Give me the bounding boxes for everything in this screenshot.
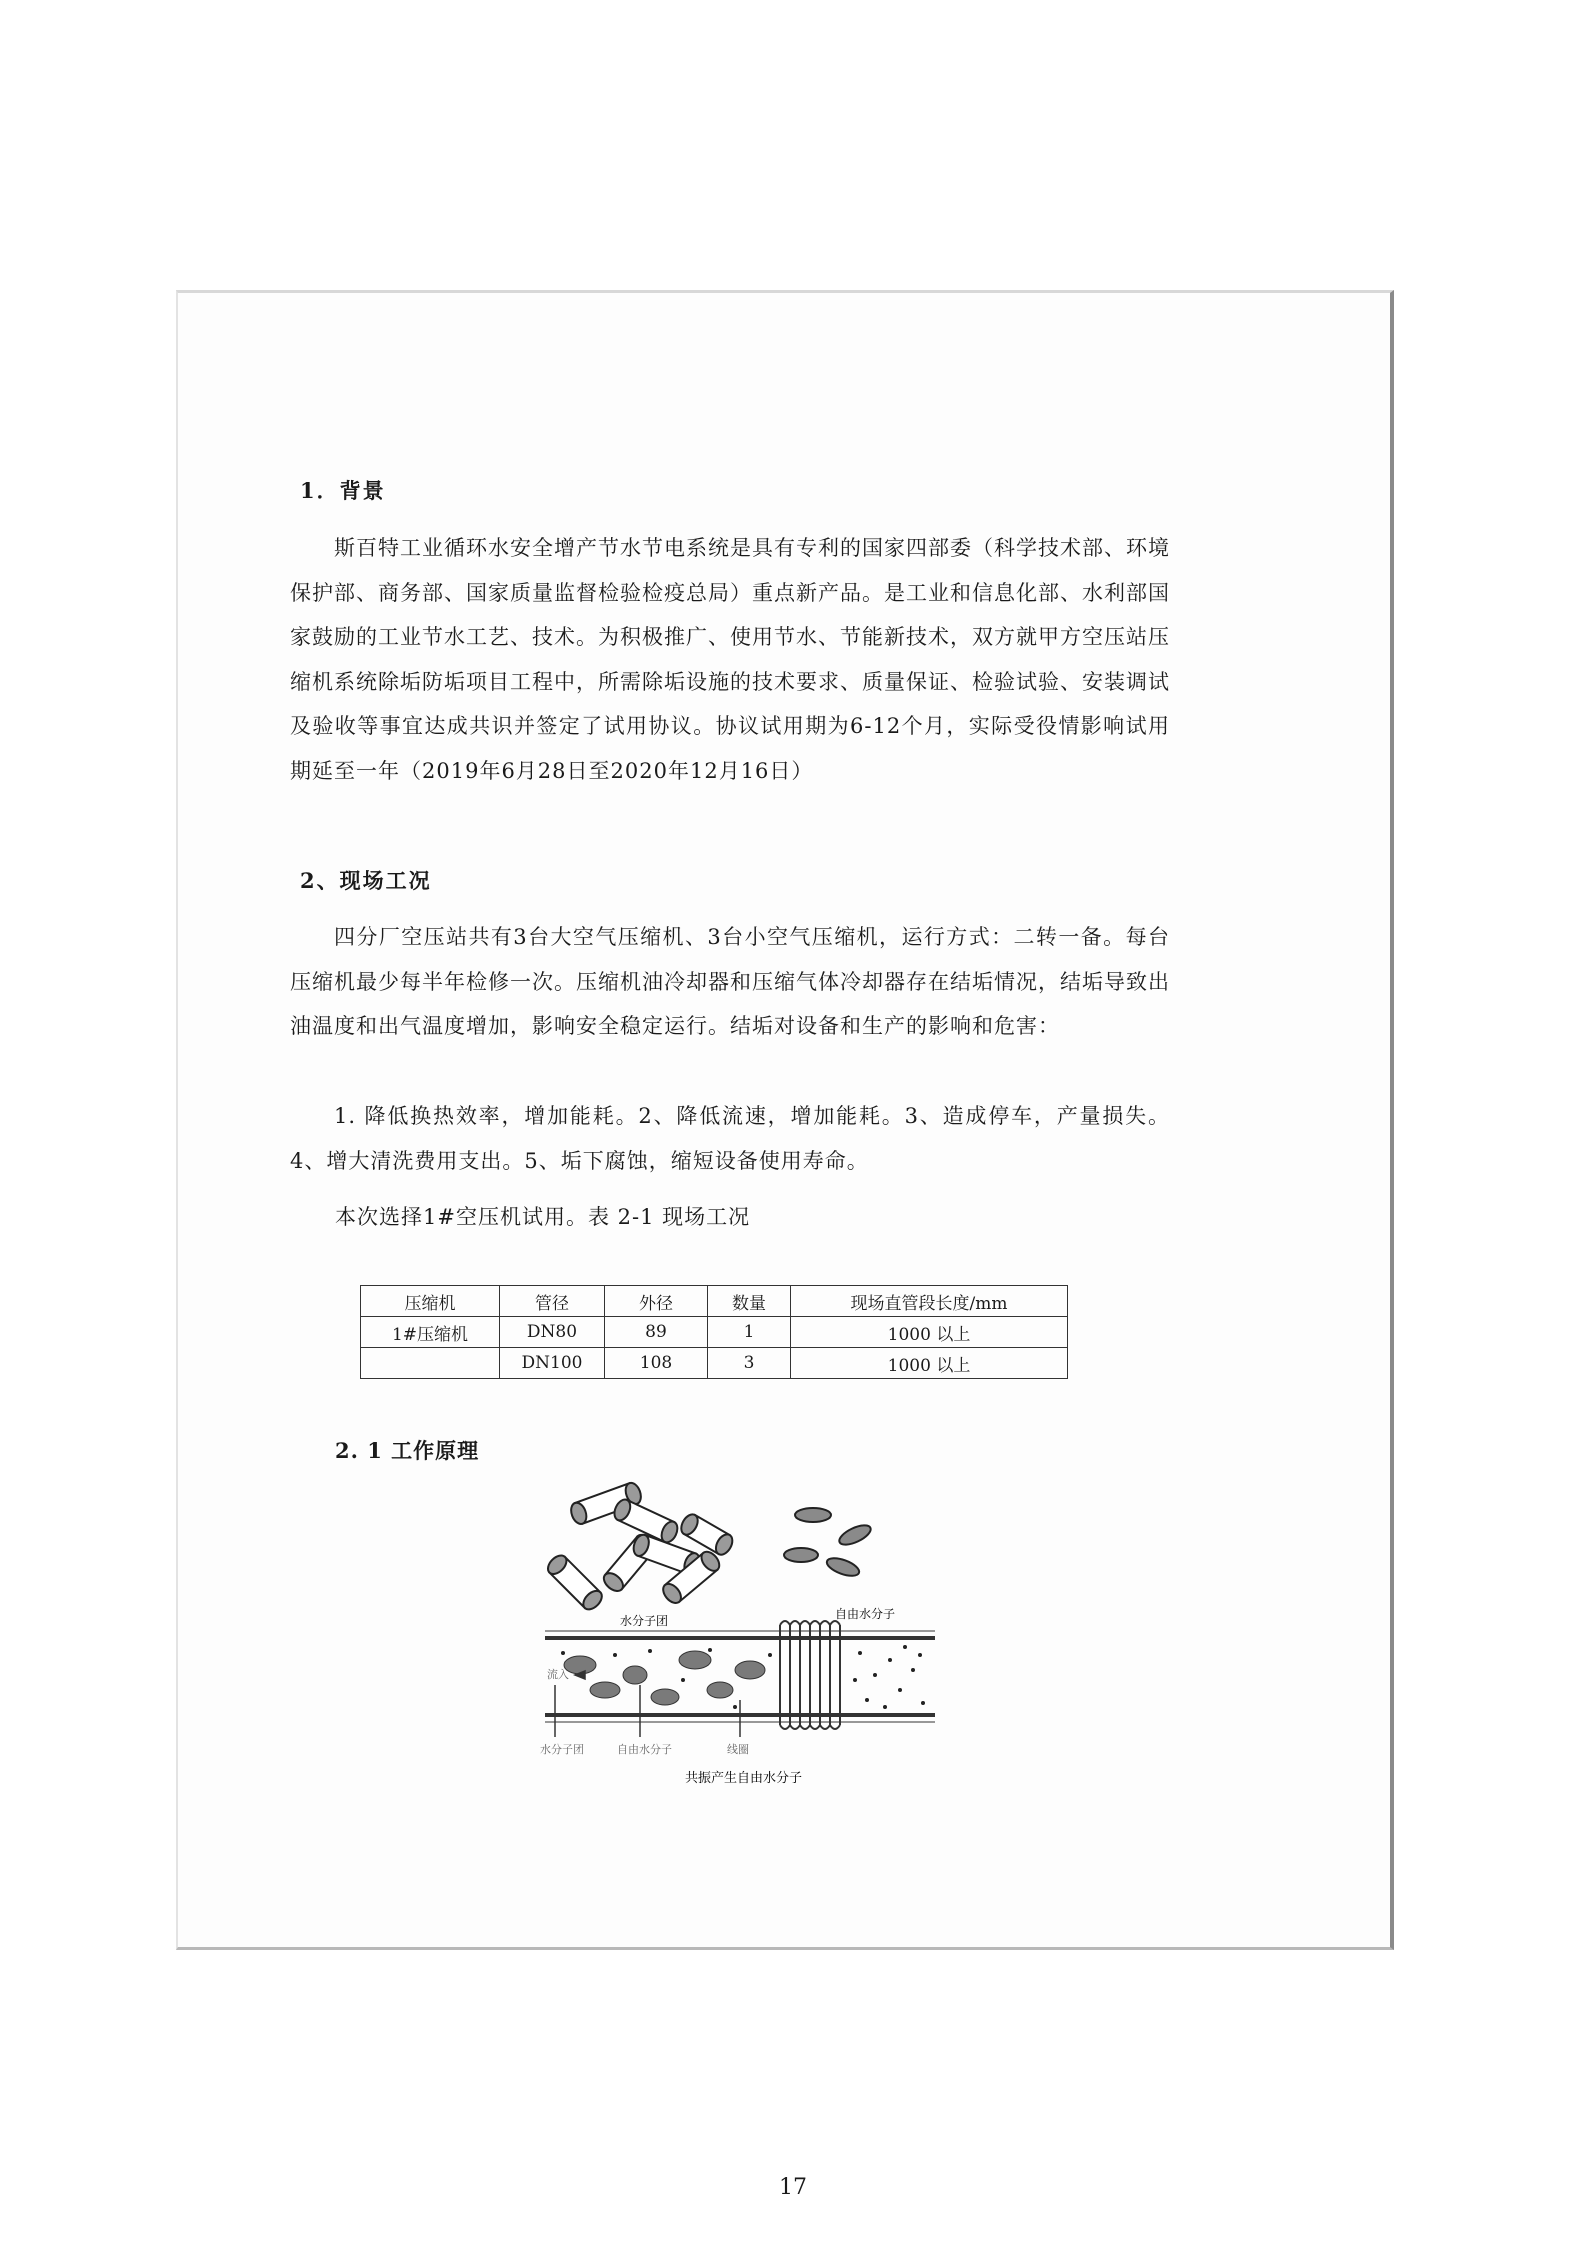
free-water-molecules [784,1508,873,1579]
table-cell: 108 [605,1348,708,1379]
table-caption: 本次选择1#空压机试用。表 2-1 现场工况 [335,1205,751,1229]
section-2-paragraph-2: 1. 降低换热效率，增加能耗。2、降低流速，增加能耗。3、造成停车，产量损失。4、增大清洗费用支出。5、垢下腐蚀，缩短设备使用寿命。 [290,1104,1170,1173]
label-free-water: 自由水分子 [835,1607,896,1621]
section-2-paragraph-1: 四分厂空压站共有3台大空气压缩机、3台小空气压缩机，运行方式：二转一备。每台压缩机最少每半年检修一次。压缩机油冷却器和压缩气体冷却器存在结垢情况，结垢导致出油温度和出气温度增加，影响安全稳定运行。结垢对设备和生产的影响和危害： [290,925,1170,1038]
table-cell: DN100 [500,1348,605,1379]
pipe-particles [564,1651,765,1705]
table-cell: 1000 以上 [791,1317,1068,1348]
diagram-caption: 共振产生自由水分子 [685,1771,803,1786]
table-cell: 89 [605,1317,708,1348]
table-header-row [361,1286,1068,1317]
coil-illustration [780,1621,840,1729]
page-number: 17 [779,2175,807,2200]
table-cell: DN80 [500,1317,605,1348]
water-cluster-illustration [544,1481,735,1613]
table-cell: 1#压缩机 [361,1317,500,1348]
table-row [361,1348,1068,1379]
section-1-heading: 1．背景 [300,478,386,503]
label-water-cluster: 水分子团 [620,1614,669,1628]
section-2-heading: 2、现场工况 [300,868,432,893]
table-header-cell: 现场直管段长度/mm [791,1286,1068,1317]
site-conditions-table [360,1285,1068,1379]
table-header-cell: 压缩机 [361,1286,500,1317]
label-bottom-left: 水分子团 [540,1743,584,1756]
label-left-flow: 流入 [547,1668,569,1681]
table-cell: 1000 以上 [791,1348,1068,1379]
section-1-paragraph: 斯百特工业循环水安全增产节水节电系统是具有专利的国家四部委（科学技术部、环境保护部、商务部、国家质量监督检验检疫总局）重点新产品。是工业和信息化部、水利部国家鼓励的工业节水工艺、技术。为积极推广、使用节水、节能新技术，双方就甲方空压站压缩机系统除垢防垢项目工程中，所需除垢设施的技术要求、质量保证、检验试验、安装调试及验收等事宜达成共识并签定了试用协议。协议试用期为6-12个月，实际受役情影响试用期延至一年（2019年6月28日至2020年12月16日） [290,536,1170,783]
working-principle-diagram [540,1475,935,1795]
section-2-1-heading: 2. 1 工作原理 [335,1438,480,1463]
label-bottom-coil: 线圈 [727,1743,749,1756]
label-bottom-mid: 自由水分子 [617,1743,672,1756]
table-cell: 1 [708,1317,791,1348]
table-cell: 3 [708,1348,791,1379]
table-header-cell: 管径 [500,1286,605,1317]
table-header-cell: 数量 [708,1286,791,1317]
table-cell [361,1348,500,1379]
table-row [361,1317,1068,1348]
table-header-cell: 外径 [605,1286,708,1317]
